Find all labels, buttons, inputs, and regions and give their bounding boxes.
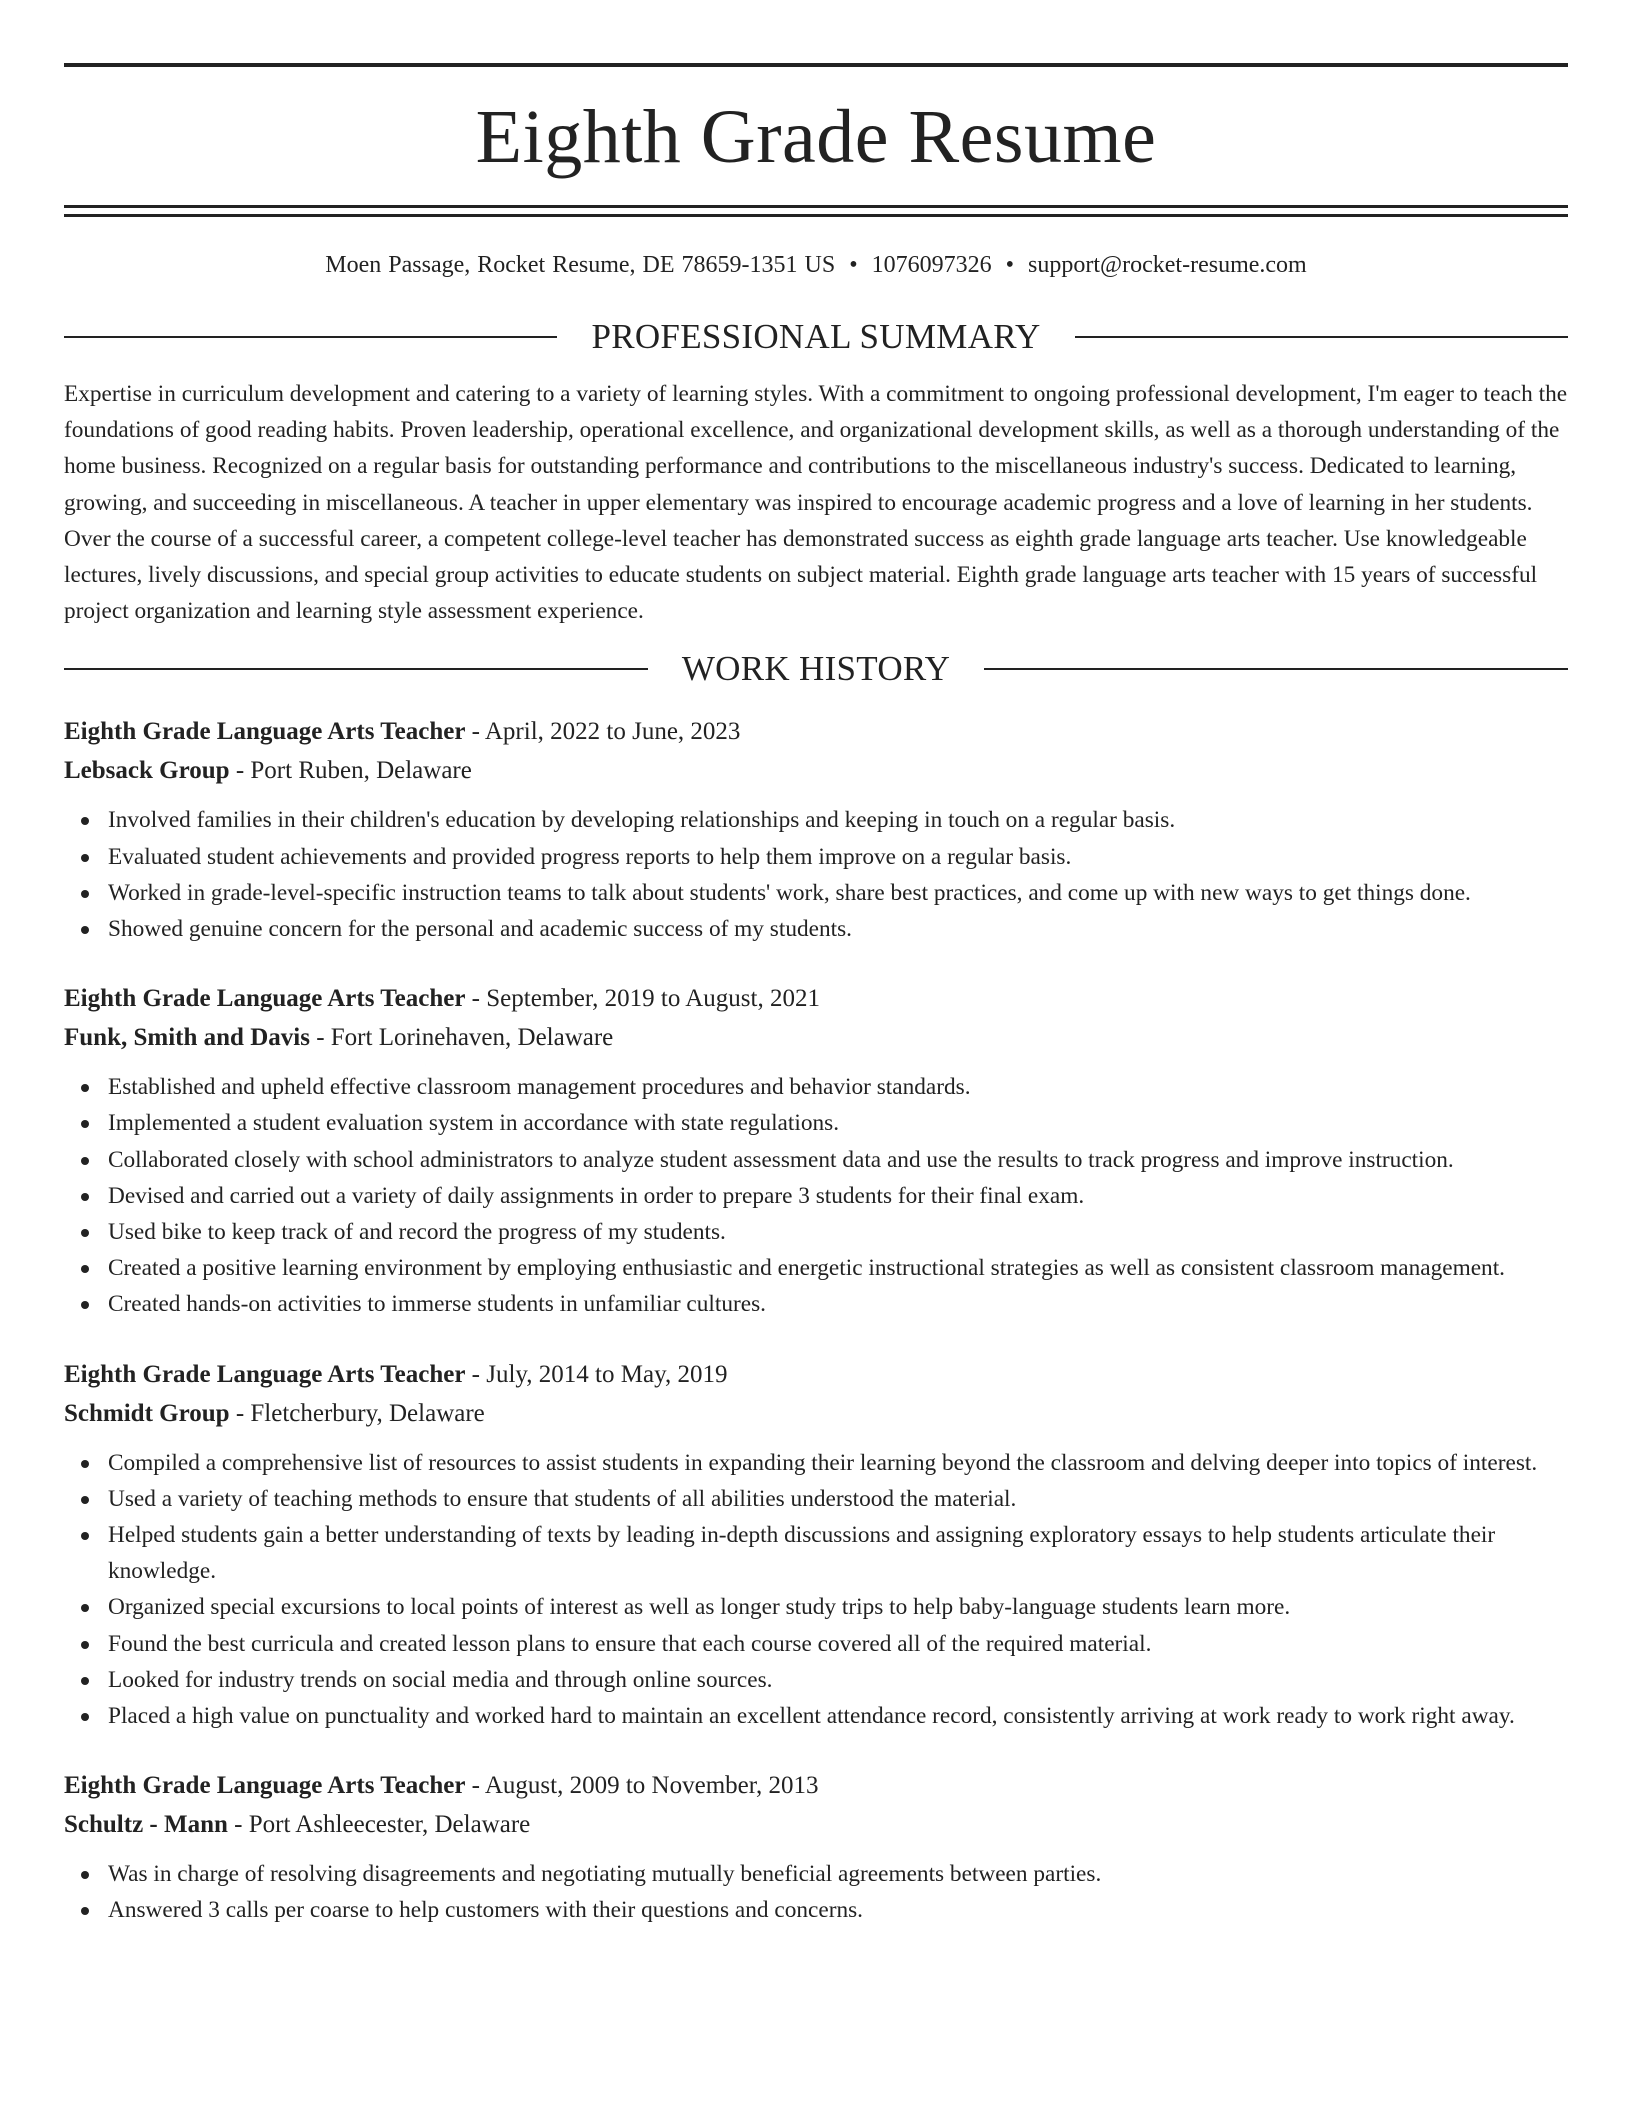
job-title: Eighth Grade Language Arts Teacher xyxy=(64,1360,466,1388)
heading-rule-right xyxy=(1075,336,1568,338)
job-bullet: Placed a high value on punctuality and worked hard to maintain an excellent attendance record, consistently arriving at work ready to work right away. xyxy=(64,1698,1568,1734)
job-entry xyxy=(64,1355,1568,1735)
heading-rule-left xyxy=(64,668,648,670)
job-company-line xyxy=(64,1018,1568,1057)
contact-separator: • xyxy=(1005,252,1015,278)
job-bullet: Collaborated closely with school administrators to analyze student assessment data and use the results to track progress and improve instruction. xyxy=(64,1142,1568,1178)
job-bullet: Compiled a comprehensive list of resources to assist students in expanding their learning beyond the classroom and delving deeper into topics of interest. xyxy=(64,1445,1568,1481)
job-company: Schmidt Group xyxy=(64,1399,230,1427)
job-title-line xyxy=(64,1766,1568,1805)
job-entry xyxy=(64,1766,1568,1928)
job-entry xyxy=(64,979,1568,1322)
job-location: - Fletcherbury, Delaware xyxy=(229,1399,485,1427)
summary-text: Expertise in curriculum development and catering to a variety of learning styles. With a commitment to ongoing professional development, I'm eager to teach the foundations of good reading habits. Proven leadership, operational excellence, and organizational development skills, as well as a thorough understanding of the home business. Recognized on a regular basis for outstanding performance and contributions to the miscellaneous industry's success. Dedicated to learning, growing, and succeeding in miscellaneous. A teacher in upper elementary was inspired to encourage academic progress and a love of learning in her students. Over the course of a successful career, a competent college-level teacher has demonstrated success as eighth grade language arts teacher. Use knowledgeable lectures, lively discussions, and special group activities to educate students on subject material. Eighth grade language arts teacher with 15 years of successful project organization and learning style assessment experience. xyxy=(64,381,1568,625)
job-bullet: Used a variety of teaching methods to ensure that students of all abilities understood the material. xyxy=(64,1481,1568,1517)
job-bullet: Organized special excursions to local points of interest as well as longer study trips to help baby-language students learn more. xyxy=(64,1589,1568,1625)
job-bullet: Was in charge of resolving disagreements and negotiating mutually beneficial agreements between parties. xyxy=(64,1856,1568,1892)
job-bullet-list xyxy=(64,1856,1568,1928)
job-bullet: Found the best curricula and created lesson plans to ensure that each course covered all of the required material. xyxy=(64,1626,1568,1662)
job-bullet: Implemented a student evaluation system in accordance with state regulations. xyxy=(64,1105,1568,1141)
job-bullet: Used bike to keep track of and record the progress of my students. xyxy=(64,1214,1568,1250)
contact-line xyxy=(64,253,1568,277)
contact-separator: • xyxy=(849,252,858,278)
job-title: Eighth Grade Language Arts Teacher xyxy=(64,1772,466,1800)
job-dates: - July, 2014 to May, 2019 xyxy=(465,1360,728,1388)
summary-heading xyxy=(64,319,1568,354)
contact-address: Moen Passage, Rocket Resume, DE 78659-1351 US xyxy=(325,252,836,278)
heading-rule-right xyxy=(984,668,1568,670)
job-bullet: Showed genuine concern for the personal and academic success of my students. xyxy=(64,911,1568,947)
job-title: Eighth Grade Language Arts Teacher xyxy=(64,718,466,746)
job-location: - Fort Lorinehaven, Delaware xyxy=(309,1024,614,1052)
page-title: Eighth Grade Resume xyxy=(475,95,1157,179)
job-company: Funk, Smith and Davis xyxy=(64,1024,310,1052)
title-double-rule xyxy=(64,205,1568,217)
contact-email: support@rocket-resume.com xyxy=(1028,252,1307,278)
job-company-line xyxy=(64,1394,1568,1433)
job-dates: - September, 2019 to August, 2021 xyxy=(465,985,820,1013)
job-location: - Port Ashleecester, Delaware xyxy=(227,1811,531,1839)
work-history-heading-label: WORK HISTORY xyxy=(681,649,951,689)
job-company: Lebsack Group xyxy=(64,757,230,785)
job-bullet-list xyxy=(64,1445,1568,1735)
job-title-line xyxy=(64,1355,1568,1394)
contact-phone: 1076097326 xyxy=(871,252,992,278)
job-dates: - August, 2009 to November, 2013 xyxy=(465,1772,819,1800)
job-bullet: Created hands-on activities to immerse students in unfamiliar cultures. xyxy=(64,1286,1568,1322)
job-entry xyxy=(64,712,1568,947)
job-bullet: Worked in grade-level-specific instruction teams to talk about students' work, share best practices, and come up with new ways to get things done. xyxy=(64,875,1568,911)
job-title-line xyxy=(64,712,1568,751)
job-bullet: Looked for industry trends on social media and through online sources. xyxy=(64,1662,1568,1698)
heading-rule-left xyxy=(64,336,557,338)
job-bullet: Helped students gain a better understanding of texts by leading in-depth discussions and assigning exploratory essays to help students articulate their knowledge. xyxy=(64,1517,1568,1589)
summary-heading-label: PROFESSIONAL SUMMARY xyxy=(591,317,1041,356)
job-bullet: Answered 3 calls per coarse to help customers with their questions and concerns. xyxy=(64,1892,1568,1928)
job-bullet: Established and upheld effective classroom management procedures and behavior standards. xyxy=(64,1069,1568,1105)
job-bullet: Evaluated student achievements and provided progress reports to help them improve on a regular basis. xyxy=(64,839,1568,875)
job-company: Schultz - Mann xyxy=(64,1811,228,1839)
job-bullet-list xyxy=(64,802,1568,947)
job-bullet: Devised and carried out a variety of daily assignments in order to prepare 3 students for their final exam. xyxy=(64,1178,1568,1214)
job-company-line xyxy=(64,1805,1568,1844)
job-list xyxy=(64,712,1568,1928)
job-dates: - April, 2022 to June, 2023 xyxy=(465,718,741,746)
job-location: - Port Ruben, Delaware xyxy=(229,757,472,785)
job-title: Eighth Grade Language Arts Teacher xyxy=(64,985,466,1013)
job-title-line xyxy=(64,979,1568,1018)
job-company-line xyxy=(64,751,1568,790)
work-history-heading xyxy=(64,649,1568,689)
resume-page xyxy=(64,0,1568,1929)
job-bullet: Created a positive learning environment by employing enthusiastic and energetic instructional strategies as well as consistent classroom management. xyxy=(64,1250,1568,1286)
top-rule xyxy=(64,63,1568,67)
job-bullet-list xyxy=(64,1069,1568,1322)
job-bullet: Involved families in their children's education by developing relationships and keeping in touch on a regular basis. xyxy=(64,802,1568,838)
